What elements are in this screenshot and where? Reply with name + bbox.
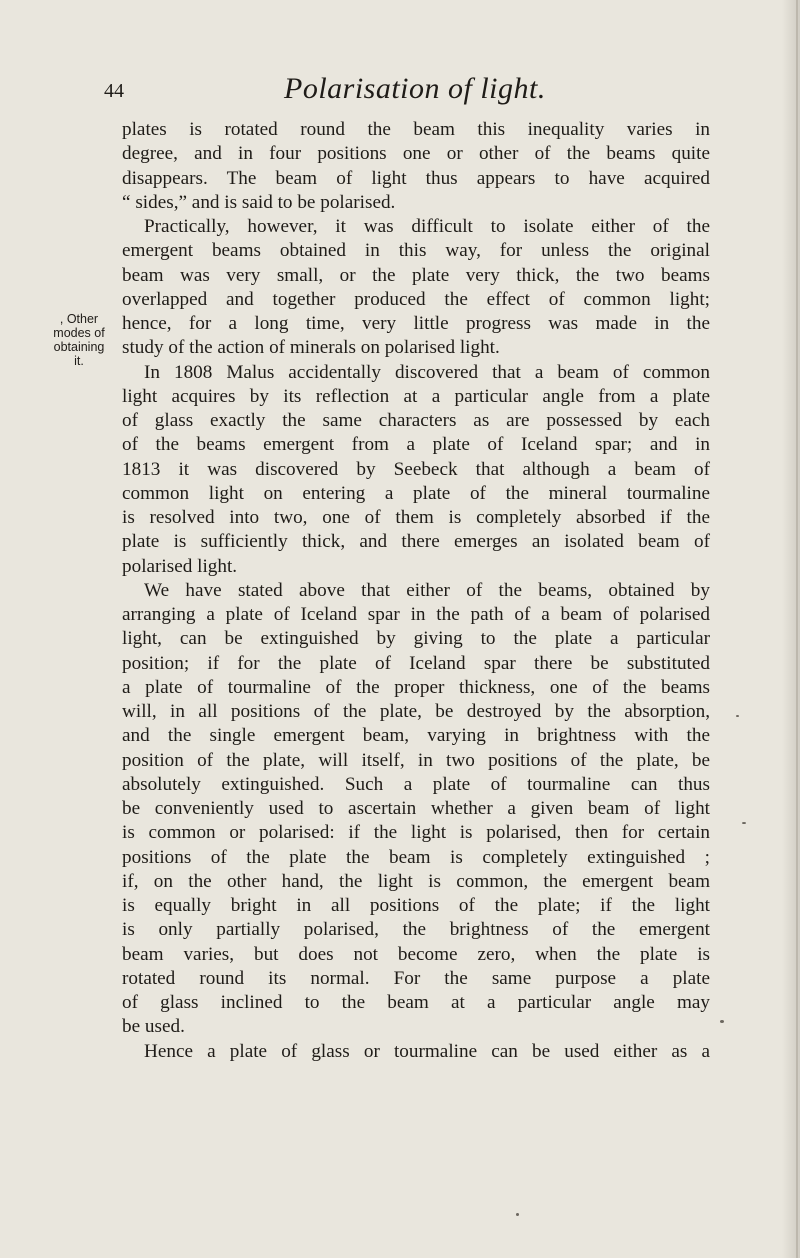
running-head bbox=[104, 72, 704, 108]
text-line: hence, for a long time, very little progress was made in the bbox=[122, 313, 710, 334]
running-title: Polarisation of light. bbox=[284, 72, 546, 105]
page-edge bbox=[796, 0, 798, 1258]
text-line: position of the plate, will itself, in two positions of the plate, be bbox=[122, 749, 710, 771]
body-text bbox=[122, 118, 710, 1064]
text-line: of glass inclined to the beam at a particular angle may bbox=[122, 992, 710, 1013]
text-line: is equally bright in all positions of the plate; if the light bbox=[122, 895, 710, 916]
text-line: light acquires by its reflection at a particular angle from a plate bbox=[122, 385, 710, 407]
margin-note-line: modes of bbox=[53, 326, 105, 340]
ink-speck bbox=[516, 1213, 519, 1216]
page-number: 44 bbox=[104, 80, 124, 102]
text-line: arranging a plate of Iceland spar in the path of a beam of polarised bbox=[122, 604, 710, 625]
margin-note-line: obtaining bbox=[53, 340, 105, 354]
text-line: absolutely extinguished. Such a plate of tourmaline can thus bbox=[122, 773, 710, 795]
text-line: beam was very small, or the plate very thick, the two beams bbox=[122, 264, 710, 286]
text-line: “ sides,” and is said to be polarised. bbox=[122, 191, 396, 213]
text-line: is common or polarised: if the light is polarised, then for certain bbox=[122, 822, 710, 844]
text-line: be conveniently used to ascertain whether a given beam of light bbox=[122, 798, 710, 819]
text-line: position; if for the plate of Iceland spar there be substituted bbox=[122, 652, 710, 674]
text-line: 1813 it was discovered by Seebeck that although a beam of bbox=[122, 458, 710, 480]
margin-note bbox=[40, 312, 118, 368]
text-line: of glass exactly the same characters as are possessed by each bbox=[122, 410, 710, 431]
text-line: positions of the plate the beam is completely extinguished ; bbox=[122, 846, 710, 868]
margin-note-line: , Other bbox=[59, 312, 99, 326]
text-line: beam varies, but does not become zero, when the plate is bbox=[122, 943, 710, 965]
text-line: emergent beams obtained in this way, for unless the original bbox=[122, 240, 710, 262]
text-line: plates is rotated round the beam this inequality varies in bbox=[122, 119, 710, 140]
text-line: and the single emergent beam, varying in brightness with the bbox=[122, 725, 710, 747]
text-line: overlapped and together produced the effect of common light; bbox=[122, 288, 710, 310]
text-line: polarised light. bbox=[122, 555, 238, 577]
text-line: light, can be extinguished by giving to the plate a particular bbox=[122, 628, 710, 650]
text-line: rotated round its normal. For the same purpose a plate bbox=[122, 967, 710, 989]
ink-speck bbox=[720, 1020, 724, 1023]
paragraph-start-line: Hence a plate of glass or tourmaline can be used either as a bbox=[144, 1040, 710, 1062]
text-line: is only partially polarised, the brightness of the emergent bbox=[122, 919, 710, 941]
text-line: study of the action of minerals on polarised light. bbox=[122, 337, 500, 359]
ink-speck bbox=[742, 822, 746, 824]
text-line: is resolved into two, one of them is completely absorbed if the bbox=[122, 507, 710, 528]
text-line: of the beams emergent from a plate of Iceland spar; and in bbox=[122, 434, 710, 456]
text-line: if, on the other hand, the light is common, the emergent beam bbox=[122, 870, 710, 892]
text-line: be used. bbox=[122, 1016, 185, 1038]
paragraph-start-line: In 1808 Malus accidentally discovered that a beam of common bbox=[144, 361, 710, 383]
text-line: will, in all positions of the plate, be destroyed by the absorption, bbox=[122, 701, 710, 722]
text-line: degree, and in four positions one or other of the beams quite bbox=[122, 143, 710, 165]
text-line: disappears. The beam of light thus appears to have acquired bbox=[122, 167, 710, 189]
paragraph-start-line: Practically, however, it was difficult to isolate either of the bbox=[144, 216, 710, 237]
text-line: plate is sufficiently thick, and there emerges an isolated beam of bbox=[122, 531, 710, 553]
text-line: a plate of tourmaline of the proper thickness, one of the beams bbox=[122, 676, 710, 698]
paragraph-start-line: We have stated above that either of the beams, obtained by bbox=[144, 579, 710, 601]
ink-speck bbox=[736, 715, 739, 717]
text-line: common light on entering a plate of the mineral tourmaline bbox=[122, 482, 710, 504]
margin-note-line: it. bbox=[74, 354, 84, 368]
